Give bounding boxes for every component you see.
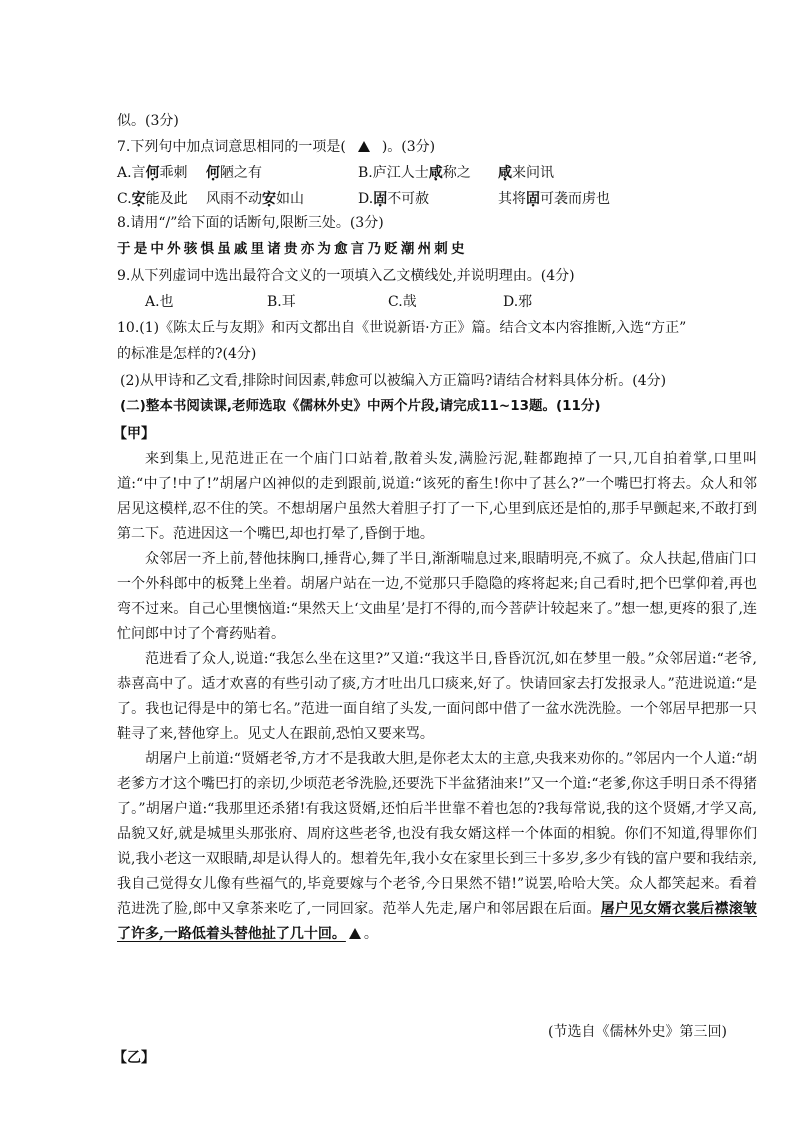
blank-triangle-icon	[349, 928, 361, 939]
passage-jia	[117, 447, 757, 947]
q9-choice-a: A.也	[145, 294, 174, 310]
q7-option-a: A.言何乖刺	[117, 165, 188, 181]
q6-tail: 似。(3分)	[117, 113, 179, 129]
passage-paragraph-2: 众邻居一齐上前,替他抹胸口,捶背心,舞了半日,渐渐喘息过来,眼睛明亮,不疯了。众人扶起,借庙门口一个外科郎中的板凳上坐着。胡屠户站在一边,不觉那只手隐隐的疼将起来;自己看时,把个巴掌仰着,再也弯不过来。自己心里懊恼道:“果然天上‘文曲星’是打不得的,而今菩萨计较起来了。”想一想,更疼的狠了,连忙问郎中讨了个膏药贴着。	[117, 551, 757, 642]
q7-option-d: D.固不可赦	[358, 191, 430, 207]
passage-paragraph-3: 范进看了众人,说道:“我怎么坐在这里?”又道:“我这半日,昏昏沉沉,如在梦里一般。”众邻居道:“老爷,恭喜高中了。适才欢喜的有些引动了痰,方才吐出几口痰来,好了。快请回家去打发报录人。”范进说道:“是了。我也记得是中的第七名。”范进一面自绾了头发,一面问郎中借了一盆水洗洗脸。一个邻居早把那一只鞋寻了来,替他穿上。见丈人在跟前,恐怕又要来骂。	[117, 651, 757, 742]
end-mark: 。	[363, 926, 378, 942]
q7-option-c-2: 风雨不动安如山	[206, 191, 304, 207]
q7-option-c: C.安能及此	[117, 191, 188, 207]
q9-choice-d: D.邪	[503, 294, 533, 310]
passage-paragraph-4: 胡屠户上前道:“贤婿老爷,方才不是我敢大胆,是你老太太的主意,央我来劝你的。”邻居内一个人道:“胡老爹方才这个嘴巴打的亲切,少顷范老爷洗脸,还要洗下半盆猪油来!”又一个道:“老爹,你这手明日杀不得猪了。”胡屠户道:“我那里还杀猪!有我这贤婿,还怕后半世靠不着也怎的?我每常说,我的这个贤婿,才学又高,品貌又好,就是城里头那张府、周府这些老爷,也没有我女婿这样一个体面的相貌。你们不知道,得罪你们说,我小老这一双眼睛,却是认得人的。想着先年,我小女在家里长到三十多岁,多少有钱的富户要和我结亲,我自己觉得女儿像有些福气的,毕竟要嫁与个老爷,今日果然不错!”说罢,哈哈大笑。众人都笑起来。看着范进洗了脸,郎中又拿茶来吃了,一同回家。范举人先走,屠户和邻居跟在后面。屠户见女婿衣裳后襟滚皱了许多,一路低着头替他扯了几十回。 。	[117, 751, 758, 942]
q9-stem: 9.从下列虚词中选出最符合文义的一项填入乙文横线处,并说明理由。(4分)	[117, 268, 575, 284]
underlined-sentence: 屠户见女婿衣裳后襟滚皱了许多,一路低着头替他扯了几十回。	[117, 901, 758, 942]
q9-choice-b: B.耳	[267, 294, 296, 310]
q7-stem: 7.下列句中加点词意思相同的一项是( )。(3分)	[117, 139, 436, 155]
q8-text: 于是中外骇惧虽戚里诸贵亦为愈言乃贬潮州刺史	[117, 241, 468, 257]
blank-triangle-icon	[358, 141, 370, 152]
q7-option-a-2: 何陋之有	[206, 165, 262, 181]
source-citation: (节选自《儒林外史》第三回)	[548, 1024, 727, 1040]
q7-option-b: B.庐江人士咸称之	[358, 165, 471, 181]
yi-label: 【乙】	[113, 1050, 155, 1066]
q10-part1-line1: 10.(1)《陈太丘与友期》和丙文都出自《世说新语·方正》篇。结合文本内容推断,入选“方正”	[117, 320, 687, 336]
q10-part2: (2)从甲诗和乙文看,排除时间因素,韩愈可以被编入方正篇吗?请结合材料具体分析。(4分)	[120, 373, 667, 389]
q10-part1-line2: 的标准是怎样的?(4分)	[117, 346, 257, 362]
q7-option-b-2: 咸来问讯	[498, 165, 554, 181]
section2-heading: (二)整本书阅读课,老师选取《儒林外史》中两个片段,请完成11~13题。(11分)	[120, 398, 601, 414]
q7-option-d-2: 其将固可袭而虏也	[498, 191, 610, 207]
jia-label: 【甲】	[113, 426, 155, 442]
q9-choice-c: C.哉	[388, 294, 417, 310]
passage-paragraph-1: 来到集上,见范进正在一个庙门口站着,散着头发,满脸污泥,鞋都跑掉了一只,兀自拍着掌,口里叫道:“中了!中了!”胡屠户凶神似的走到跟前,说道:“该死的畜生!你中了甚么?”一个嘴巴打将去。众人和邻居见这模样,忍不住的笑。不想胡屠户虽然大着胆子打了一下,心里到底还是怕的,那手早颤起来,不敢打到第二下。范进因这一个嘴巴,却也打晕了,昏倒于地。	[117, 451, 757, 542]
q8-stem: 8.请用“/”给下面的话断句,限断三处。(3分)	[117, 215, 384, 231]
